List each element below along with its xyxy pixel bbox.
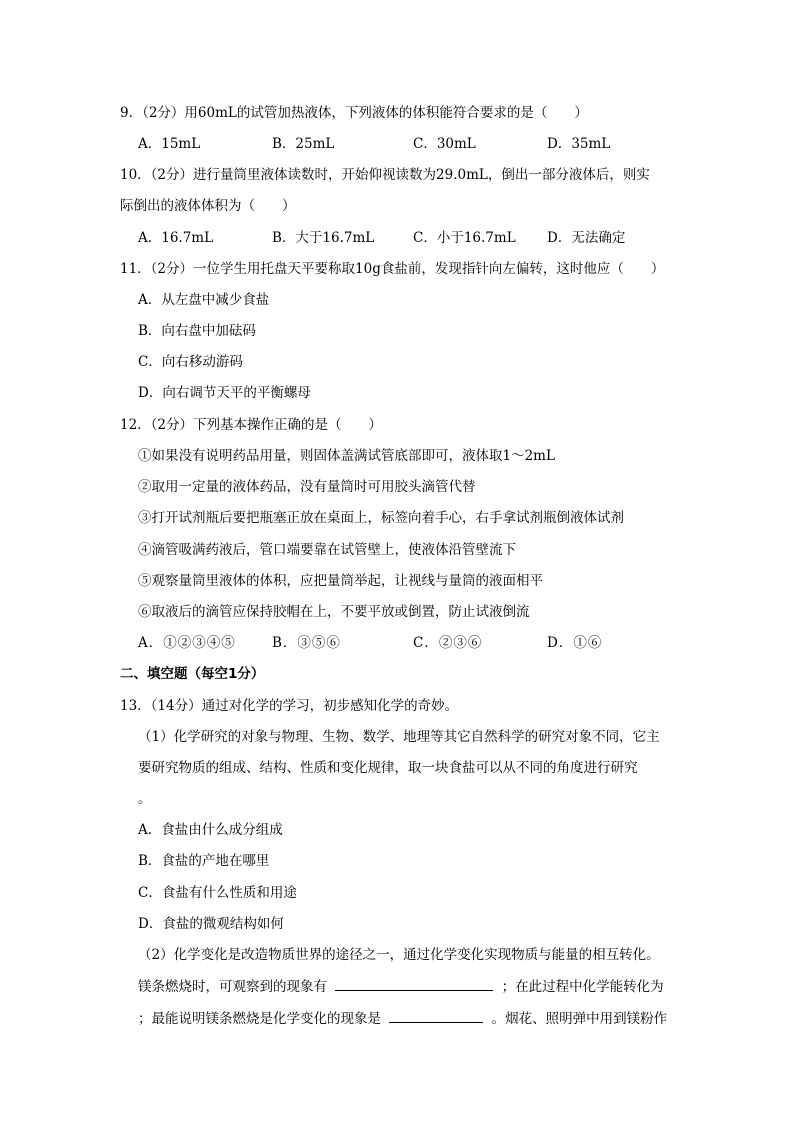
q13-part2-line1: （2）化学变化是改造物质世界的途径之一，通过化学变化实现物质与能量的相互转化。 bbox=[138, 947, 660, 963]
q13-stem: 13．（14分）通过对化学的学习，初步感知化学的奇妙。 bbox=[120, 698, 459, 714]
q10-option-b: B．大于16.7mL bbox=[272, 230, 375, 246]
q13-part1-line1: （1）化学研究的对象与物理、生物、数学、地理等其它自然科学的研究对象不同，它主 bbox=[138, 729, 660, 745]
q11-option-b: B．向右盘中加砝码 bbox=[138, 323, 256, 339]
q13-part2-line2-text-b: ；在此过程中化学能转化为 bbox=[501, 979, 664, 995]
q12-item-4: ④滴管吸满药液后，管口端要靠在试管壁上，使液体沿管壁流下 bbox=[138, 542, 516, 558]
q12-option-b: B．③⑤⑥ bbox=[272, 635, 341, 651]
q11-stem: 11．（2分）一位学生用托盘天平要称取10g食盐前，发现指针向左偏转，这时他应（ ） bbox=[120, 261, 665, 277]
q10-option-c: C．小于16.7mL bbox=[413, 230, 516, 246]
q13-option-c: C．食盐有什么性质和用途 bbox=[138, 885, 297, 901]
q9-stem: 9．（2分）用60mL的试管加热液体，下列液体的体积能符合要求的是（ ） bbox=[120, 105, 588, 121]
q13-part1-line2: 要研究物质的组成、结构、性质和变化规律，取一块食盐可以从不同的角度进行研究 bbox=[138, 760, 638, 776]
q13-option-d: D．食盐的微观结构如何 bbox=[138, 916, 284, 932]
q9-option-d: D．35mL bbox=[547, 136, 611, 152]
answer-blank-evidence[interactable] bbox=[389, 1008, 483, 1023]
q12-option-c: C．②③⑥ bbox=[413, 635, 483, 651]
q12-item-6: ⑥取液后的滴管应保持胶帽在上，不要平放或倒置，防止试液倒流 bbox=[138, 604, 530, 620]
answer-blank-phenomenon[interactable] bbox=[335, 976, 493, 991]
q9-option-b: B．25mL bbox=[272, 136, 335, 152]
q12-item-3: ③打开试剂瓶后要把瓶塞正放在桌面上，标签向着手心，右手拿试剂瓶倒液体试剂 bbox=[138, 510, 624, 526]
q9-option-a: A．15mL bbox=[138, 136, 201, 152]
q12-option-a: A．①②③④⑤ bbox=[138, 635, 236, 651]
q13-part2-line3 bbox=[138, 1008, 667, 1029]
q13-option-b: B．食盐的产地在哪里 bbox=[138, 853, 270, 869]
q11-option-d: D．向右调节天平的平衡螺母 bbox=[138, 385, 311, 401]
q12-item-2: ②取用一定量的液体药品，没有量筒时可用胶头滴管代替 bbox=[138, 479, 476, 495]
q9-option-c: C．30mL bbox=[413, 136, 476, 152]
q13-part2-line2 bbox=[138, 976, 664, 997]
q10-option-d: D．无法确定 bbox=[547, 230, 626, 246]
q12-stem: 12．（2分）下列基本操作正确的是（ ） bbox=[120, 417, 383, 433]
q10-stem-line2: 际倒出的液体体积为（ ） bbox=[120, 198, 296, 214]
q13-option-a: A．食盐由什么成分组成 bbox=[138, 822, 283, 838]
q13-part2-line3-text-a: ；最能说明镁条燃烧是化学变化的现象是 bbox=[138, 1011, 381, 1027]
q13-part2-line3-text-b: 。烟花、照明弹中用到镁粉作 bbox=[491, 1011, 668, 1027]
q10-stem-line1: 10．（2分）进行量筒里液体读数时，开始仰视读数为29.0mL，倒出一部分液体后，则实 bbox=[120, 167, 650, 183]
q12-item-5: ⑤观察量筒里液体的体积，应把量筒举起，让视线与量筒的液面相平 bbox=[138, 573, 543, 589]
q13-part1-line3: 。 bbox=[138, 791, 152, 807]
q12-item-1: ①如果没有说明药品用量，则固体盖满试管底部即可，液体取1～2mL bbox=[138, 448, 555, 464]
q10-option-a: A．16.7mL bbox=[138, 230, 214, 246]
q13-part2-line2-text-a: 镁条燃烧时，可观察到的现象有 bbox=[138, 979, 327, 995]
q12-option-d: D．①⑥ bbox=[547, 635, 603, 651]
q11-option-a: A．从左盘中减少食盐 bbox=[138, 292, 270, 308]
q11-option-c: C．向右移动游码 bbox=[138, 354, 243, 370]
section-title: 二、填空题（每空1分） bbox=[120, 666, 265, 682]
